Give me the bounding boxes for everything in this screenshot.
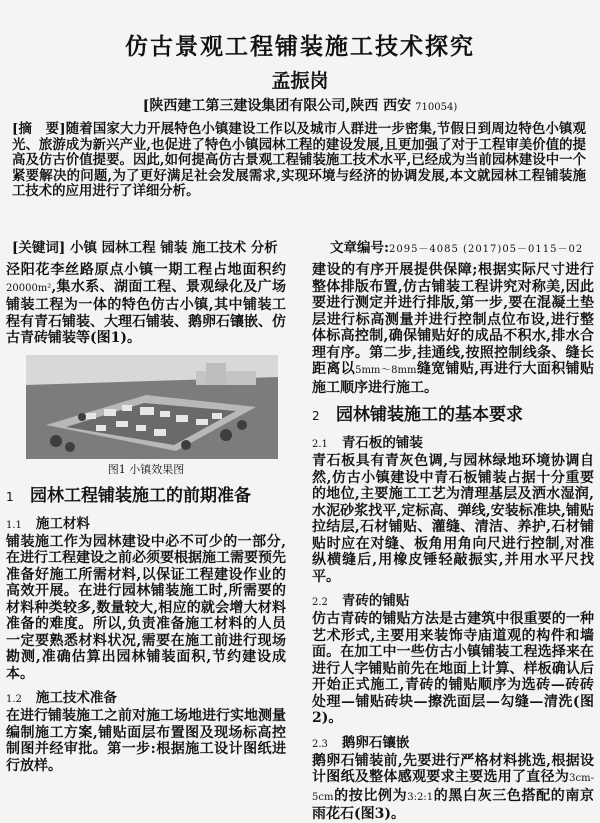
- affiliation: [0, 95, 600, 115]
- keywords-row: [12, 236, 588, 256]
- section-2-number: 2: [312, 409, 320, 423]
- section-1-number: 1: [6, 489, 14, 504]
- section-2-heading: [312, 400, 594, 425]
- section-1-1-paragraph: 铺装施工作为园林建设中必不可少的一部分,在进行工程建设之前必须要根据施工需要预先准备好施工所需材料,以保证工程建设作业的高效开展。在进行园林铺装施工时,所需要的材料种类较多,数量较大,相应的就会增大材料准备的难度。所以,负责准备施工材料的人员一定要熟悉材料状况,需要在施工前进行现场勘测,准确估算出园林铺装面积,节约建设成本。: [6, 533, 286, 682]
- right-column: [312, 262, 594, 823]
- keywords-label: [关键词]: [12, 240, 66, 256]
- section-1-heading: [6, 481, 286, 506]
- town-rendering-image: [26, 355, 278, 459]
- section-2-3-paragraph: [312, 753, 594, 823]
- section-2-3-number: 2.3: [312, 738, 328, 750]
- article-number-value: 2095－4085 (2017)05－0115－02: [388, 244, 584, 255]
- section-2-2-title: 青砖的铺贴: [341, 593, 410, 609]
- keywords: [12, 236, 278, 256]
- affiliation-text: [陕西建工第三建设集团有限公司,陕西 西安: [142, 98, 412, 114]
- abstract-label: [摘 要]: [12, 121, 66, 137]
- section-1-1-heading: [6, 512, 286, 532]
- article-number-label: 文章编号:: [330, 240, 389, 256]
- intro-area: 20000m²: [6, 282, 52, 294]
- section-1-title: 园林工程铺装施工的前期准备: [30, 485, 251, 506]
- section-2-1-heading: [312, 431, 594, 451]
- section-2-2-heading: [312, 589, 594, 609]
- section-2-3-text: 鹅卵石铺装前,先要进行严格材料挑选,根据设计图纸及整体感观要求主要选用了直径为: [312, 752, 594, 785]
- continued-text: 建设的有序开展提供保障;根据实际尺寸进行整体排版布置,仿古铺装工程讲究对称美,因此要进行测定并进行排版,第一步,要在混凝土垫层进行标高测量并进行控制点位布设,进行整体标高控制,确保铺贴好的成品不积水,排水合理有序。第二步,挂通线,按照控制线条、缝长距离以: [312, 262, 594, 377]
- section-1-1-number: 1.1: [6, 519, 22, 531]
- abstract-text: 随着国家大力开展特色小镇建设工作以及城市人群进一步密集,节假日到周边特色小镇观光、旅游成为新兴产业,也促进了特色小镇园林工程的建设发展,且更加强了对于工程审美价值的提高及仿古价值提要。因此,如何提高仿古景观工程铺装施工技术水平,已经成为当前园林建设中一个紧要解决的问题,为了更好满足社会发展需求,实现环境与经济的协调发展,本文就园林工程铺装施工技术的应用进行了详细分析。: [12, 121, 586, 199]
- section-2-3-text-3: 的黑白灰三色搭配的南京雨花石(图3)。: [312, 787, 595, 822]
- section-2-3-title: 鹅卵石镶嵌: [341, 734, 410, 751]
- continued-text-rest: 缝宽铺贴,再进行大面积铺贴施工顺序进行施工。: [312, 361, 594, 396]
- continued-paragraph: [312, 262, 594, 396]
- section-2-3-text-2: 的按比例为: [333, 787, 408, 804]
- section-1-2-number: 1.2: [6, 694, 22, 705]
- section-1-1-title: 施工材料: [35, 515, 90, 532]
- stone-diameter: 3cm-5cm: [312, 773, 594, 803]
- article-number: [330, 236, 583, 256]
- section-2-title: 园林铺装施工的基本要求: [336, 405, 523, 425]
- section-2-1-number: 2.1: [312, 439, 328, 450]
- color-ratio: 3:2:1: [407, 791, 434, 803]
- intro-paragraph: [6, 262, 286, 347]
- aerial-view-illustration: [26, 355, 278, 459]
- intro-text-rest: ,集水系、湖面工程、景观绿化及广场铺装工程为一体的特色仿古小镇,其中铺装工程有青石铺装、大理石铺装、鹅卵石镶嵌、仿古青砖铺装等(图1)。: [6, 278, 286, 346]
- section-2-1-paragraph: 青石板具有青灰色调,与园林绿地环境协调自然,仿古小镇建设中青石板铺装占据十分重要的地位,主要施工工艺为清理基层及洒水湿润,水泥砂浆找平,定标高、弹线,安装标准块,铺贴拉结层,石材铺贴、灌缝、清洁、养护,石材铺贴时应在对缝、板角用角向尺进行控制,对准纵横缝后,用橡皮锤轻敲振实,并用水平尺找平。: [312, 453, 594, 585]
- figure-caption: 图1 小镇效果图: [107, 462, 185, 476]
- section-1-2-paragraph: 在进行铺装施工之前对施工场地进行实地测量编制施工方案,铺贴面层布置图及现场标高控制图并经审批。第一步:根据施工设计图纸进行放样。: [6, 708, 286, 774]
- left-column: [6, 262, 286, 774]
- section-1-2-heading: [6, 686, 286, 706]
- paper-title: 仿古景观工程铺装施工技术探究: [125, 34, 475, 60]
- section-2-2-number: 2.2: [312, 597, 328, 608]
- postal-code: 710054): [415, 102, 458, 113]
- section-2-2-paragraph: 仿古青砖的铺贴方法是古建筑中很重要的一种艺术形式,主要用来装饰寺庙道观的构件和墙面。在加工中一些仿古小镇铺装工程选择来在进行人字铺贴前先在地面上计算、样板确认后开始正式施工,青砖的铺贴顺序为选砖—砖砖处理—铺贴砖块—擦洗面层—勾缝—清洗(图2)。: [312, 611, 594, 726]
- abstract: [12, 122, 586, 200]
- author-name: 孟振岗: [271, 70, 329, 92]
- section-2-3-heading: [312, 731, 594, 751]
- section-1-2-title: 施工技术准备: [35, 690, 117, 706]
- joint-width: 5mm～8mm: [355, 365, 417, 376]
- intro-text: 泾阳花李丝路原点小镇一期工程占地面积约: [6, 262, 286, 278]
- section-2-1-title: 青石板的铺装: [341, 435, 423, 451]
- keywords-text: 小镇 园林工程 铺装 施工技术 分析: [69, 240, 278, 256]
